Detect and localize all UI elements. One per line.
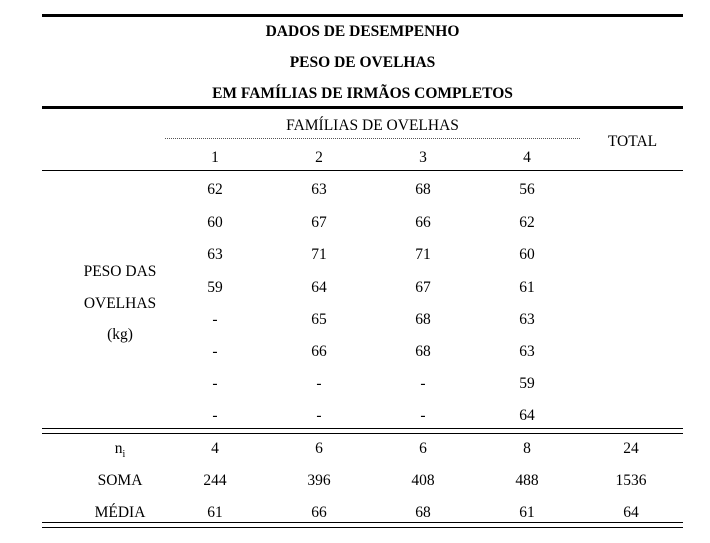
soma-total: 1536 [615, 472, 647, 489]
table-cell: 59 [207, 279, 223, 296]
ni-value-1: 4 [211, 440, 219, 457]
soma-value-1: 244 [203, 472, 227, 489]
media-total: 64 [623, 504, 639, 521]
group-header: FAMÍLIAS DE OVELHAS [286, 117, 459, 134]
media-value-4: 61 [519, 504, 535, 521]
table-cell: - [420, 407, 426, 424]
table-cell: 63 [519, 311, 535, 328]
table-cell: 62 [207, 181, 223, 198]
ni-label-subscript: i [122, 449, 126, 461]
row-label-line-2: OVELHAS [83, 295, 157, 312]
table-cell: - [316, 375, 322, 392]
table-cell: - [212, 343, 218, 360]
table-cell: - [420, 375, 426, 392]
title-line-3: EM FAMÍLIAS DE IRMÃOS COMPLETOS [212, 85, 513, 102]
data-bottom-double-rule [42, 428, 683, 434]
ni-total: 24 [623, 440, 639, 457]
table-cell: - [212, 311, 218, 328]
table-cell: - [212, 375, 218, 392]
table-cell: 62 [519, 214, 535, 231]
column-header-2: 2 [315, 149, 323, 166]
table-cell: 63 [207, 246, 223, 263]
group-dotted-rule [165, 138, 580, 139]
media-label: MÉDIA [94, 504, 146, 521]
row-label-line-1: PESO DAS [83, 263, 157, 280]
ni-value-2: 6 [315, 440, 323, 457]
title-line-2: PESO DE OVELHAS [289, 54, 436, 71]
table-cell: 60 [207, 214, 223, 231]
header-bottom-rule [42, 170, 683, 171]
table-cell: 66 [415, 214, 431, 231]
media-value-1: 61 [207, 504, 223, 521]
table-cell: 67 [311, 214, 327, 231]
table-cell: 60 [519, 246, 535, 263]
table-cell: 66 [311, 343, 327, 360]
title-bottom-rule [42, 106, 683, 109]
media-value-2: 66 [311, 504, 327, 521]
soma-value-4: 488 [515, 472, 539, 489]
ni-value-4: 8 [523, 440, 531, 457]
column-header-3: 3 [419, 149, 427, 166]
table-bottom-double-rule [42, 522, 683, 528]
soma-value-2: 396 [307, 472, 331, 489]
table-cell: 71 [311, 246, 327, 263]
total-header: TOTAL [607, 133, 658, 150]
media-value-3: 68 [415, 504, 431, 521]
table-cell: 59 [519, 375, 535, 392]
top-rule [42, 14, 683, 17]
soma-label: SOMA [97, 472, 143, 489]
ni-label [60, 440, 180, 460]
table-cell: 65 [311, 311, 327, 328]
table-cell: 68 [415, 311, 431, 328]
column-header-4: 4 [523, 149, 531, 166]
soma-value-3: 408 [411, 472, 435, 489]
table-cell: - [316, 407, 322, 424]
table-cell: 63 [519, 343, 535, 360]
column-header-1: 1 [211, 149, 219, 166]
title-line-1: DADOS DE DESEMPENHO [265, 23, 460, 40]
table-cell: 68 [415, 181, 431, 198]
table-cell: - [212, 407, 218, 424]
table-cell: 64 [519, 407, 535, 424]
table-cell: 71 [415, 246, 431, 263]
table-cell: 64 [311, 279, 327, 296]
row-label-line-3: (kg) [107, 326, 133, 343]
ni-value-3: 6 [419, 440, 427, 457]
table-cell: 63 [311, 181, 327, 198]
table-cell: 61 [519, 279, 535, 296]
table-cell: 68 [415, 343, 431, 360]
table-cell: 56 [519, 181, 535, 198]
table-cell: 67 [415, 279, 431, 296]
ni-label-main: n [114, 440, 123, 457]
